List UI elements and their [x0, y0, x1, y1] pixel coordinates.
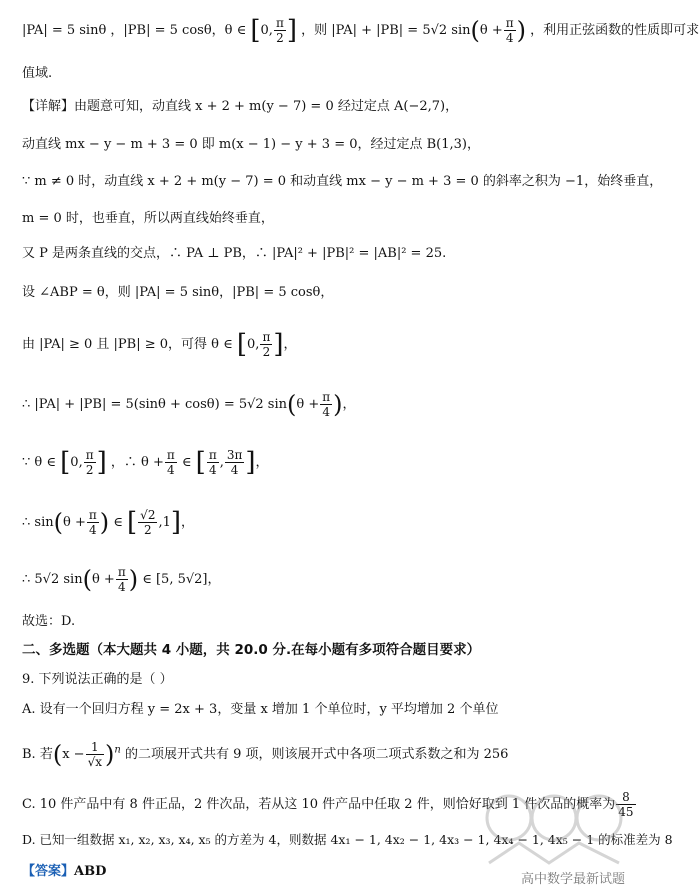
paren-open: ( [52, 740, 63, 769]
answer-value: ABD [74, 864, 107, 879]
fraction-pi-over-4: $\frac{\pi}{4}$ [88, 508, 97, 537]
fraction-pi-over-2: $\frac{\pi}{2}$ [262, 330, 271, 359]
fraction-1-over-sqrtx: $\frac{1}{√x}$ [87, 740, 102, 769]
bracket-close: ] [273, 329, 284, 360]
option-b-label: B. 若 [22, 747, 53, 762]
fraction-3pi-over-4: $\frac{3\pi}{4}$ [226, 448, 243, 477]
fraction-sqrt2-over-2: $\frac{√2}{2}$ [140, 508, 156, 537]
line10-part-a: ∴ |PA| + |PB| = 5(sinθ + cosθ) = 5√2 sin [22, 397, 288, 412]
text-line-1 [22, 15, 699, 46]
fraction-pi-over-4: $\frac{\pi}{4}$ [117, 565, 126, 594]
fraction-pi-over-4: $\frac{\pi}{4}$ [166, 448, 175, 477]
bracket-close: ] [245, 447, 256, 478]
line1-part-c: ，利用正弦函数的性质即可求 [530, 23, 699, 38]
line9-part-a: 由 |PA| ≥ 0 且 |PB| ≥ 0，可得 θ ∈ [22, 337, 233, 352]
fraction-pi-over-2: $\frac{\pi}{2}$ [275, 16, 284, 45]
line12-part-c: ， [181, 515, 195, 530]
bracket-open: [ [127, 507, 138, 538]
line9-part-b: ， [283, 337, 297, 352]
line11-part-d: ， [255, 455, 269, 470]
text-line-3: 【详解】由题意可知，动直线 x + 2 + m(y − 7) = 0 经过定点 A(−2,7)， [22, 99, 459, 114]
text-line-2: 值域. [22, 66, 53, 81]
bracket-open: [ [236, 329, 248, 360]
line11-part-c: ∈ [181, 455, 192, 470]
line1-part-b: ，则 |PA| + |PB| = 5√2 sin [301, 23, 471, 38]
theta-plus: θ + [62, 515, 86, 530]
text-line-5: ∵ m ≠ 0 时，动直线 x + 2 + m(y − 7) = 0 和动直线 mx − y − m + 3 = 0 的斜率之积为 −1，始终垂直， [22, 174, 663, 189]
fraction-pi-over-4: $\frac{\pi}{4}$ [208, 448, 217, 477]
line13-part-a: ∴ 5√2 sin [22, 572, 83, 587]
text-line-6: m = 0 时，也垂直，所以两直线始终垂直， [22, 211, 274, 226]
fraction-pi-over-4: $\frac{\pi}{4}$ [505, 16, 514, 45]
text-line-4: 动直线 mx − y − m + 3 = 0 即 m(x − 1) − y + 3 = 0，经过定点 B(1,3)， [22, 137, 480, 152]
interval-start: 0, [247, 337, 260, 352]
comma: , [219, 455, 224, 470]
bracket-close: ] [286, 15, 297, 46]
text-line-13 [22, 565, 633, 594]
line11-part-b: ，∴ θ + [110, 455, 164, 470]
interval-start: 0, [70, 455, 83, 470]
line12-part-b: ∈ [113, 515, 123, 530]
option-b [22, 740, 633, 769]
paren-open: ( [287, 390, 297, 419]
paren-open: ( [82, 565, 92, 594]
text-line-8: 设 ∠ABP = θ，则 |PA| = 5 sinθ，|PB| = 5 cosθ， [22, 285, 334, 300]
watermark-text: 高中数学最新试题 [520, 872, 625, 887]
bracket-close: ] [96, 447, 107, 478]
paren-close: ) [104, 740, 115, 769]
text-line-9 [22, 330, 633, 359]
line12-part-a: ∴ sin [22, 515, 54, 530]
line11-part-a: ∵ θ ∈ [22, 455, 56, 470]
option-b-text: 的二项展开式共有 9 项，则该展开式中各项二项式系数之和为 256 [124, 747, 509, 762]
paren-close: ) [516, 16, 526, 45]
theta-plus: θ + [296, 397, 320, 412]
bracket-open: [ [250, 15, 261, 46]
option-c-text: C. 10 件产品中有 8 件正品，2 件次品，若从这 10 件产品中任取 2 件，则恰好取到 1 件次品的概率为 [22, 797, 616, 812]
question-9: 9. 下列说法正确的是（ ） [22, 672, 173, 687]
line10-part-b: ， [342, 397, 356, 412]
watermark-logo [479, 783, 629, 873]
line13-part-b: ∈ [5, 5√2]， [142, 572, 221, 587]
x-minus: x − [62, 747, 85, 762]
theta-plus: θ + [479, 23, 503, 38]
option-d: D. 已知一组数据 x₁, x₂, x₃, x₄, x₅ 的方差为 4，则数据 4x₁ − 1, 4x₂ − 1, 4x₃ − 1, 4x₄ − 1, 4x₅ − 1 的标准差为 8 [22, 832, 673, 847]
text-line-12 [22, 508, 633, 537]
paren-close: ) [99, 508, 110, 537]
paren-open: ( [470, 16, 480, 45]
answer-label: 【答案】 [22, 864, 75, 879]
exponent-n: n [114, 744, 121, 756]
option-a: A. 设有一个回归方程 y = 2x + 3，变量 x 增加 1 个单位时，y 平均增加 2 个单位 [22, 702, 499, 717]
interval-start: 0, [260, 23, 273, 38]
fraction-pi-over-4: $\frac{\pi}{4}$ [322, 390, 331, 419]
text-line-7: 又 P 是两条直线的交点，∴ PA ⊥ PB，∴ |PA|² + |PB|² = |AB|² = 25. [22, 246, 447, 261]
text-line-10 [22, 390, 633, 419]
line1-part-a: |PA| = 5 sinθ ，|PB| = 5 cosθ，θ ∈ [22, 23, 247, 38]
bracket-open: [ [195, 447, 206, 478]
interval-end: ,1 [158, 515, 171, 530]
paren-close: ) [333, 390, 343, 419]
bracket-open: [ [60, 447, 71, 478]
section-heading: 二、多选题（本大题共 4 小题，共 20.0 分.在每小题有多项符合题目要求） [22, 642, 481, 658]
bracket-close: ] [170, 507, 182, 538]
fraction-8-over-45: $\frac{8}{45}$ [618, 790, 634, 819]
text-line-14: 故选：D. [22, 614, 76, 629]
theta-plus: θ + [91, 572, 115, 587]
paren-close: ) [128, 565, 139, 594]
text-line-11 [22, 448, 633, 477]
fraction-pi-over-2: $\frac{\pi}{2}$ [85, 448, 94, 477]
paren-open: ( [53, 508, 63, 537]
